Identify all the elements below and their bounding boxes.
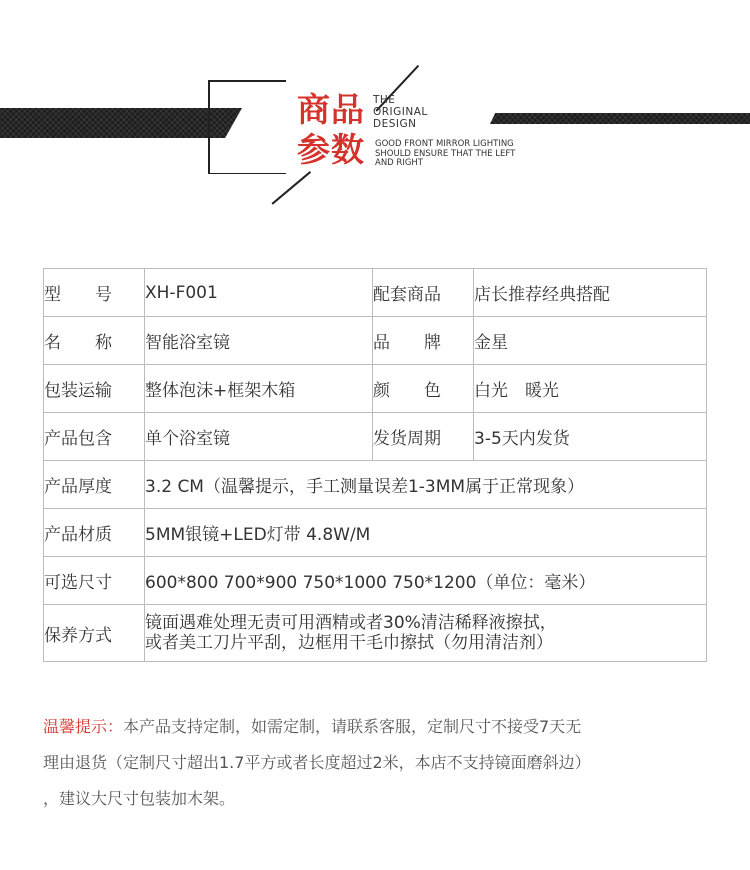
- row-label: 产品包含: [44, 413, 145, 461]
- row-label: 型 号: [44, 269, 145, 317]
- title-line-2: 参数: [297, 130, 365, 169]
- row-value: XH-F001: [145, 269, 373, 317]
- row-value: 金星: [474, 317, 707, 365]
- care-line: 镜面遇难处理无责可用酒精或者30%清洁稀释液擦拭，: [145, 613, 557, 633]
- row-label: 颜 色: [373, 365, 474, 413]
- row-label: 产品材质: [44, 509, 145, 557]
- tagline-line: ORIGINAL: [373, 106, 428, 118]
- care-line: 或者美工刀片平刮，边框用干毛巾擦拭（勿用清洁剂）: [145, 633, 553, 653]
- decorative-stripe-left: [0, 108, 242, 138]
- table-row: [44, 461, 707, 509]
- row-label: 包装运输: [44, 365, 145, 413]
- decorative-slash-bottom: [272, 171, 311, 204]
- care-instructions: [145, 605, 707, 662]
- row-value: 600*800 700*900 750*1000 750*1200（单位：毫米）: [145, 557, 707, 605]
- table-row: [44, 269, 707, 317]
- table-row: [44, 317, 707, 365]
- row-label: 保养方式: [44, 605, 145, 662]
- table-row-care: [44, 605, 707, 662]
- table-row: [44, 365, 707, 413]
- row-value: 白光 暖光: [474, 365, 707, 413]
- parameter-table: [43, 268, 707, 662]
- customization-notice: [43, 709, 713, 817]
- tagline-line: THE: [373, 94, 396, 106]
- decorative-stripe-right: [490, 113, 750, 124]
- description-line: GOOD FRONT MIRROR LIGHTING: [375, 139, 514, 149]
- row-value: 3-5天内发货: [474, 413, 707, 461]
- row-label: 发货周期: [373, 413, 474, 461]
- description-line: SHOULD ENSURE THAT THE LEFT: [375, 148, 516, 159]
- tagline-line: DESIGN: [373, 118, 417, 130]
- notice-highlight: 温馨提示：: [43, 717, 124, 736]
- row-value: 整体泡沫+框架木箱: [145, 365, 373, 413]
- row-value: 智能浴室镜: [145, 317, 373, 365]
- row-value: 3.2 CM（温馨提示，手工测量误差1-3MM属于正常现象）: [145, 461, 707, 509]
- header-banner: [0, 0, 750, 260]
- row-value: 单个浴室镜: [145, 413, 373, 461]
- row-value: 店长推荐经典搭配: [474, 269, 707, 317]
- tagline: [373, 94, 428, 130]
- notice-line: ，建议大尺寸包装加木架。: [43, 789, 236, 808]
- notice-line: 理由退货（定制尺寸超出1.7平方或者长度超过2米，本店不支持镜面磨斜边）: [43, 753, 591, 772]
- page-title: [297, 90, 377, 170]
- title-line-1: 商品: [297, 90, 365, 129]
- row-label: 名 称: [44, 317, 145, 365]
- english-description: [375, 140, 515, 169]
- notice-line: [43, 709, 713, 745]
- notice-text: 本产品支持定制，如需定制，请联系客服，定制尺寸不接受7天无: [123, 717, 582, 736]
- description-line: AND RIGHT: [375, 158, 424, 168]
- row-value: 5MM银镜+LED灯带 4.8W/M: [145, 509, 707, 557]
- row-label: 配套商品: [373, 269, 474, 317]
- row-label: 产品厚度: [44, 461, 145, 509]
- table-row: [44, 413, 707, 461]
- row-label: 品 牌: [373, 317, 474, 365]
- table-row: [44, 509, 707, 557]
- table-row: [44, 557, 707, 605]
- row-label: 可选尺寸: [44, 557, 145, 605]
